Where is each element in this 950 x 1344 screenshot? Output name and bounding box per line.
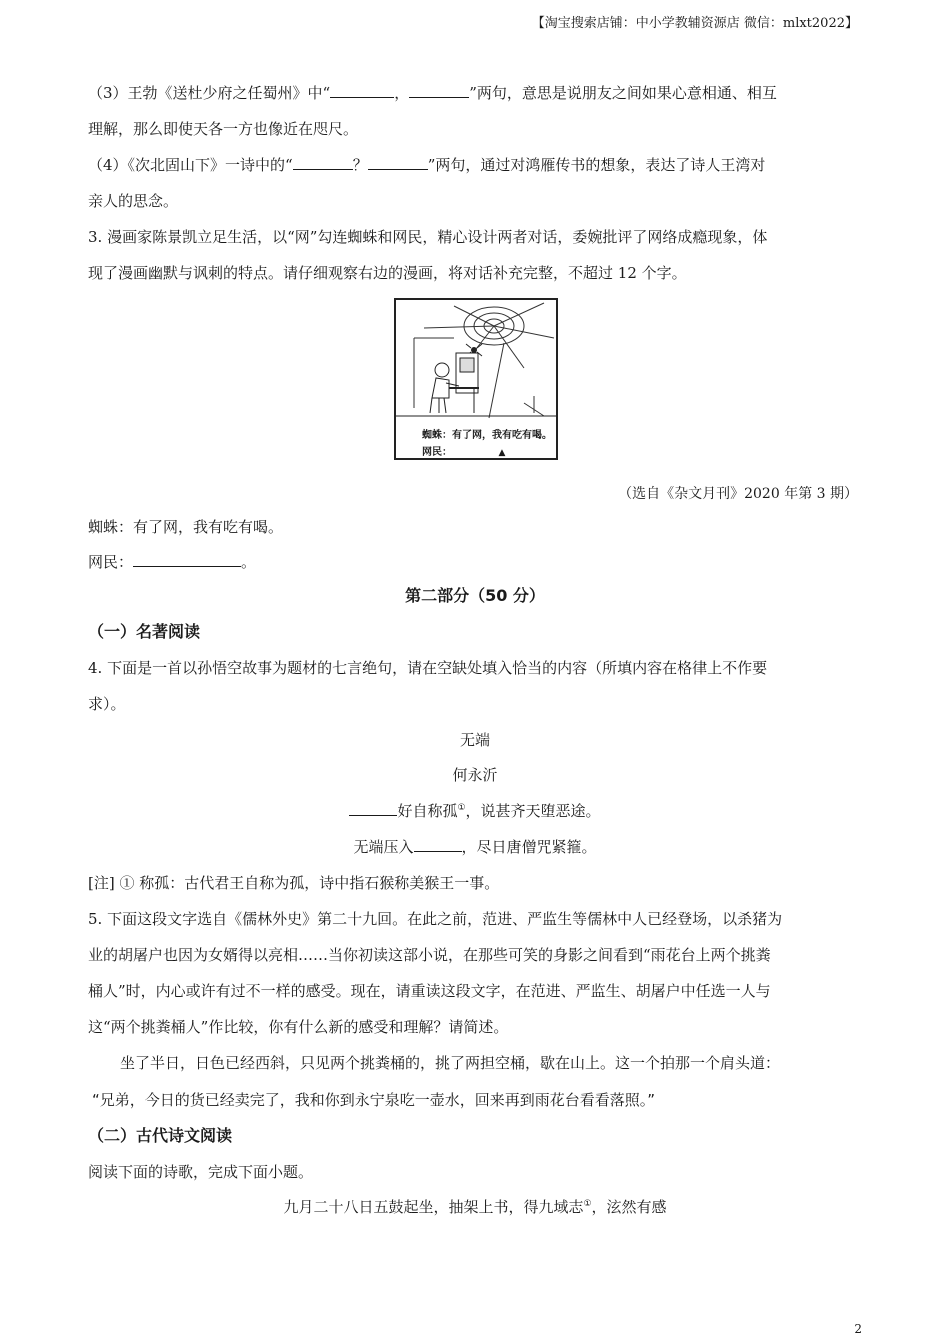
header-shop-note: 【淘宝搜索店铺：中小学教辅资源店 微信：mlxt2022】 bbox=[531, 16, 858, 31]
poem2-title-b: ，泫然有感 bbox=[591, 1198, 667, 1216]
poem2-title-mark: ① bbox=[583, 1199, 592, 1209]
poem-author: 何永沂 bbox=[452, 766, 498, 784]
q2-item4-blank1 bbox=[293, 155, 353, 170]
cartoon-netizen-caption bbox=[422, 443, 552, 459]
verse2-end: ，尽日唐僧咒紧箍。 bbox=[461, 838, 597, 856]
q2-item3-text-a: （3）王勃《送杜少府之任蜀州》中“ bbox=[88, 84, 331, 102]
section1-title: （一）名著阅读 bbox=[88, 622, 201, 641]
q5-line3: 桶人”时，内心或许有过不一样的感受。现在，请重读这段文字，在范进、严监生、胡屠户中任选一人与 bbox=[88, 982, 771, 1000]
q2-item4-line2: 亲人的思念。 bbox=[88, 192, 179, 210]
section2-instruction: 阅读下面的诗歌，完成下面小题。 bbox=[88, 1163, 314, 1181]
verse1-blank[interactable] bbox=[349, 801, 397, 816]
q2-item3-blank2 bbox=[409, 83, 469, 98]
poem-verse1 bbox=[0, 801, 950, 821]
q3-netizen-line bbox=[88, 552, 256, 572]
section2-title: （二）古代诗文阅读 bbox=[88, 1126, 233, 1145]
verse2-start: 无端压入 bbox=[353, 838, 414, 856]
q2-item4-text-a: （4）《次北固山下》一诗中的“ bbox=[88, 156, 293, 174]
q2-item4-qmark: ？ bbox=[352, 156, 368, 174]
q2-item3-line2: 理解，那么即使天各一方也像近在咫尺。 bbox=[88, 120, 359, 138]
q2-item4-blank2 bbox=[368, 155, 428, 170]
q3-netizen-answer-blank[interactable] bbox=[133, 552, 241, 567]
q5-line1: 5. 下面这段文字选自《儒林外史》第二十九回。在此之前，范进、严监生等儒林中人已经登场，以杀猪为 bbox=[88, 910, 783, 928]
q2-item4-text-b: ”两句，通过对鸿雁传书的想象，表达了诗人王湾对 bbox=[427, 156, 766, 174]
poem2-title-a: 九月二十八日五鼓起坐，抽架上书，得九域志 bbox=[283, 1198, 584, 1216]
verse1-text: 好自称孤 bbox=[397, 802, 458, 820]
poem-verse2 bbox=[0, 837, 950, 857]
q3-line1: 3. 漫画家陈景凯立足生活，以“网”勾连蜘蛛和网民，精心设计两者对话，委婉批评了网络成瘾现象，体 bbox=[88, 228, 768, 246]
q5-line2: 业的胡屠户也因为女婿得以亮相……当你初读这部小说，在那些可笑的身影之间看到“雨花台上两个挑粪 bbox=[88, 946, 771, 964]
cartoon-triangle-icon: ▲ bbox=[498, 448, 506, 458]
cartoon-image bbox=[394, 298, 558, 460]
q4-line2: 求）。 bbox=[88, 695, 126, 713]
q2-item4-line1 bbox=[88, 155, 765, 175]
page-number: 2 bbox=[854, 1322, 862, 1336]
verse1-end: ，说甚齐天堕恶途。 bbox=[465, 802, 601, 820]
q5-line4: 这“两个挑粪桶人”作比较，你有什么新的感受和理解？请简述。 bbox=[88, 1018, 509, 1036]
cartoon-source: （选自《杂文月刊》2020 年第 3 期） bbox=[618, 486, 858, 502]
cartoon-blank bbox=[452, 448, 552, 459]
q5-passage-line2: “兄弟，今日的货已经卖完了，我和你到永宁泉吃一壶水，回来再到雨花台看看落照。” bbox=[92, 1091, 656, 1109]
part2-title: 第二部分（50 分） bbox=[405, 586, 545, 605]
verse2-blank[interactable] bbox=[414, 837, 462, 852]
poem-title: 无端 bbox=[459, 731, 490, 749]
cartoon-spider-caption: 蜘蛛：有了网，我有吃有喝。 bbox=[422, 430, 552, 441]
q2-item3-blank1 bbox=[330, 83, 394, 98]
q3-period: 。 bbox=[241, 553, 257, 571]
q3-spider-line: 蜘蛛：有了网，我有吃有喝。 bbox=[88, 518, 284, 536]
section2-poem-title bbox=[0, 1197, 950, 1217]
q2-item3-text-b: ”两句，意思是说朋友之间如果心意相通、相互 bbox=[469, 84, 777, 102]
cartoon-netizen-label: 网民： bbox=[422, 447, 452, 458]
q4-note: [注] ① 称孤：古代君王自称为孤，诗中指石猴称美猴王一事。 bbox=[88, 874, 500, 892]
q4-line1: 4. 下面是一首以孙悟空故事为题材的七言绝句，请在空缺处填入恰当的内容（所填内容在格律上不作要 bbox=[88, 659, 768, 677]
q5-passage-line1: 坐了半日，日色已经西斜，只见两个挑粪桶的，挑了两担空桶，歇在山上。这一个拍那一个肩头道： bbox=[120, 1054, 781, 1072]
q3-line2: 现了漫画幽默与讽刺的特点。请仔细观察右边的漫画，将对话补充完整，不超过 12 个字。 bbox=[88, 264, 687, 282]
q2-item3-sep: ， bbox=[394, 84, 410, 102]
q2-item3-line1 bbox=[88, 83, 777, 103]
verse1-note-mark: ① bbox=[457, 803, 466, 813]
q3-netizen-label: 网民： bbox=[88, 553, 134, 571]
